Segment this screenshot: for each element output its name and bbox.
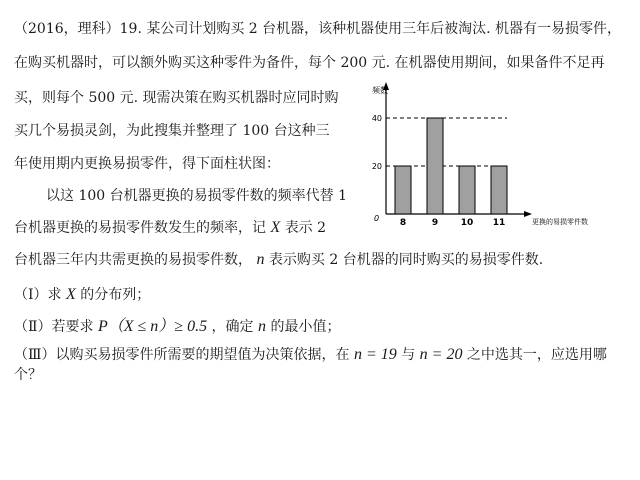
origin-label: 0 (374, 214, 380, 223)
line-7-text-b: 表示 2 (284, 220, 327, 236)
x-tick-label: 10 (460, 218, 474, 228)
question-2-variable: n (258, 318, 266, 335)
variable-n: n (256, 251, 265, 268)
question-1 (14, 286, 150, 304)
variable-x: X (270, 219, 281, 236)
question-3-label: （Ⅲ）以购买易损零件所需要的期望值为决策依据，在 (14, 347, 350, 363)
x-tick-label: 11 (492, 218, 506, 228)
x-axis-label: 更换的易损零件数 (532, 218, 588, 226)
x-axis-arrow (524, 211, 532, 217)
problem-line-1: （2016，理科）19. 某公司计划购买 2 台机器，该种机器使用三年后被淘汰. 机器有一易损零件， (14, 21, 622, 37)
problem-line-8 (14, 251, 543, 269)
line-8-text-b: 表示购买 2 台机器的同时购买的易损零件数. (268, 252, 544, 268)
question-2-label: （Ⅱ）若要求 (14, 319, 94, 335)
problem-line-3: 买，则每个 500 元. 现需决策在购买机器时应同时购 (14, 90, 339, 106)
problem-line-4: 买几个易损灵剑，为此搜集并整理了 100 台这种三 (14, 123, 330, 139)
x-tick-label: 8 (399, 218, 407, 228)
x-tick-label: 9 (431, 218, 439, 228)
bar-8 (395, 166, 411, 214)
y-tick-label: 40 (371, 114, 382, 123)
problem-line-5: 年使用期内更换易损零件，得下面柱状图： (14, 156, 280, 172)
question-3 (14, 346, 607, 364)
problem-line-2: 在购买机器时，可以额外购买这种零件为备件，每个 200 元. 在机器使用期间，如果备件不足再 (14, 55, 605, 71)
question-2-text-b: 的最小值； (270, 319, 341, 335)
bar-9 (427, 118, 443, 214)
question-2-text-a: ，确定 (211, 319, 254, 335)
question-1-variable: X (65, 286, 76, 303)
question-1-label: （Ⅰ）求 (14, 287, 62, 303)
line-8-text-a: 台机器三年内共需更换的易损零件数， (14, 252, 252, 268)
bar-11 (491, 166, 507, 214)
y-tick-label: 20 (371, 162, 382, 171)
question-3-continuation: 个？ (14, 367, 42, 383)
problem-line-7 (14, 219, 326, 237)
question-1-text: 的分布列； (80, 287, 151, 303)
question-3-expression-2: n = 20 (419, 346, 463, 363)
y-axis-label: 频数 (372, 86, 388, 95)
question-2 (14, 318, 340, 336)
bar-10 (459, 166, 475, 214)
question-3-text-a: 与 (401, 347, 416, 363)
line-7-text-a: 台机器更换的易损零件数发生的频率，记 (14, 220, 266, 236)
question-3-text-b: 之中选其一，应选用哪 (466, 347, 607, 363)
question-2-expression: P（X ≤ n）≥ 0.5 (97, 318, 208, 335)
frequency-bar-chart (358, 78, 628, 236)
question-3-expression-1: n = 19 (353, 346, 397, 363)
problem-line-6: 以这 100 台机器更换的易损零件数的频率代替 1 (46, 188, 347, 204)
